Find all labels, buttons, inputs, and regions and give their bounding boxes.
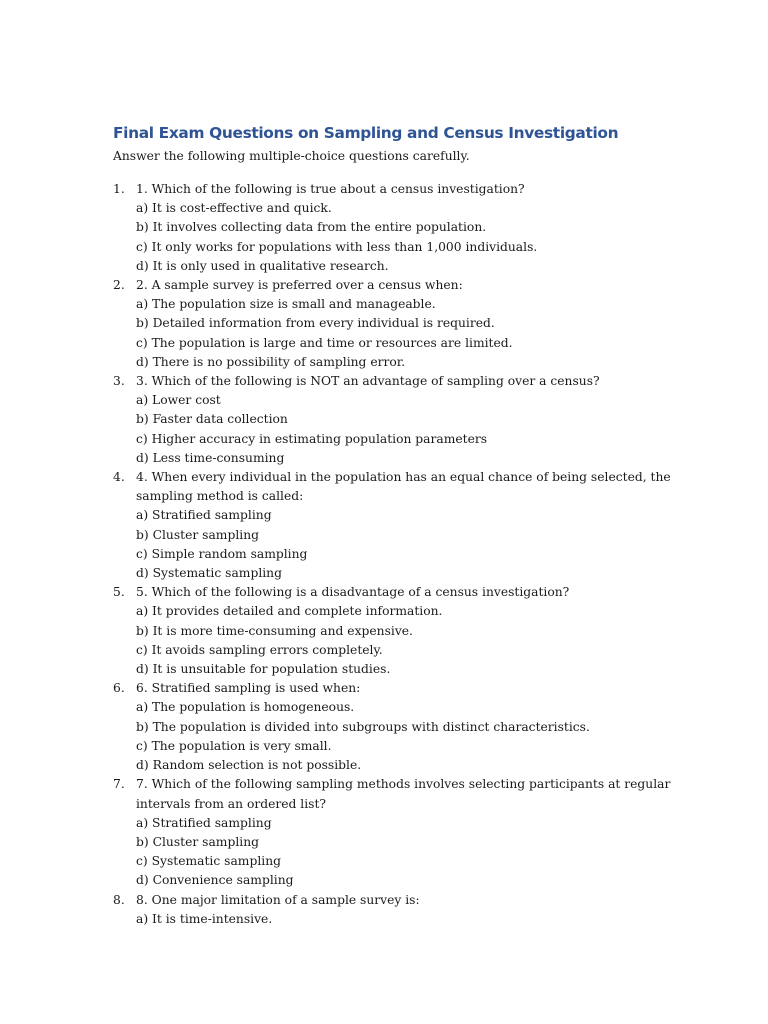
- option-c: c) The population is large and time or resources are limited.: [136, 335, 513, 350]
- option-a: a) Lower cost: [136, 393, 221, 408]
- option-a: a) Stratified sampling: [136, 815, 272, 830]
- option-b: b) It involves collecting data from the entire population.: [136, 220, 487, 235]
- option-a: a) The population size is small and manageable.: [136, 297, 436, 312]
- option-a: a) It is cost-effective and quick.: [136, 201, 332, 216]
- question-text: 2. A sample survey is preferred over a census when:: [136, 278, 463, 293]
- question-text: 3. Which of the following is NOT an advantage of sampling over a census?: [136, 374, 600, 389]
- option-a: a) It provides detailed and complete information.: [136, 604, 443, 619]
- option-b: b) Faster data collection: [136, 412, 288, 427]
- option-c: c) The population is very small.: [136, 738, 332, 753]
- option-d: d) It is only used in qualitative research.: [136, 258, 389, 273]
- option-c: c) It avoids sampling errors completely.: [136, 642, 383, 657]
- option-d: d) Less time-consuming: [136, 450, 285, 465]
- document-title: Final Exam Questions on Sampling and Census Investigation: [113, 124, 619, 142]
- option-b: b) Cluster sampling: [136, 834, 259, 849]
- option-a: a) Stratified sampling: [136, 508, 272, 523]
- question-number: 5.: [113, 585, 125, 600]
- question-item-4: [113, 468, 673, 583]
- option-c: c) Higher accuracy in estimating population parameters: [136, 431, 488, 446]
- question-item-2: [113, 276, 673, 372]
- question-number: 2.: [113, 278, 125, 293]
- question-number: 1.: [113, 182, 125, 196]
- option-b: b) Detailed information from every individual is required.: [136, 316, 495, 331]
- option-a: a) It is time-intensive.: [136, 911, 273, 926]
- question-number: 4.: [113, 470, 125, 485]
- question-text: 7. Which of the following sampling methods involves selecting participants at regular intervals from an ordered list?: [136, 777, 671, 811]
- option-a: a) The population is homogeneous.: [136, 700, 355, 715]
- question-number: 6.: [113, 681, 125, 696]
- option-d: d) Random selection is not possible.: [136, 758, 362, 773]
- question-text: 4. When every individual in the population has an equal chance of being selected, the sampling method is called:: [136, 470, 671, 504]
- question-item-5: [113, 583, 673, 679]
- option-d: d) Convenience sampling: [136, 873, 294, 888]
- question-item-6: [113, 679, 673, 775]
- option-d: d) It is unsuitable for population studies.: [136, 662, 391, 677]
- question-text: 6. Stratified sampling is used when:: [136, 681, 361, 696]
- question-text: 5. Which of the following is a disadvantage of a census investigation?: [136, 585, 570, 600]
- option-b: b) The population is divided into subgroups with distinct characteristics.: [136, 719, 590, 734]
- option-b: b) It is more time-consuming and expensive.: [136, 623, 413, 638]
- option-c: c) Simple random sampling: [136, 546, 308, 561]
- question-number: 8.: [113, 892, 125, 907]
- option-b: b) Cluster sampling: [136, 527, 259, 542]
- question-number: 3.: [113, 374, 125, 389]
- option-c: c) It only works for populations with less than 1,000 individuals.: [136, 239, 538, 254]
- option-c: c) Systematic sampling: [136, 854, 281, 869]
- question-text: 1. Which of the following is true about a census investigation?: [136, 182, 525, 196]
- question-list: [113, 180, 673, 929]
- question-item-7: [113, 775, 673, 890]
- question-item-8: [113, 891, 673, 929]
- question-text: 8. One major limitation of a sample survey is:: [136, 892, 420, 907]
- document-intro: Answer the following multiple-choice questions carefully.: [113, 149, 470, 163]
- question-number: 7.: [113, 777, 125, 792]
- question-item-1: [113, 180, 673, 276]
- question-item-3: [113, 372, 673, 468]
- option-d: d) There is no possibility of sampling error.: [136, 354, 406, 369]
- option-d: d) Systematic sampling: [136, 566, 282, 581]
